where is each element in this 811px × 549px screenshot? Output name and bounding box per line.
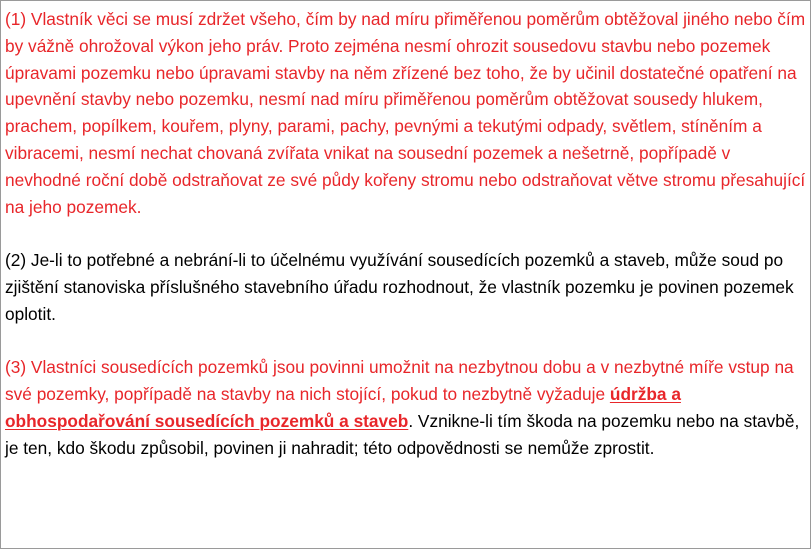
paragraph-2 — [5, 247, 809, 327]
paragraph-3-text-black: . Vznikne-li tím škoda na pozemku nebo na stavbě, je ten, kdo škodu způsobil, povinen ji nahradit; této odpovědnosti se nemůže zprostit. — [5, 410, 800, 458]
document-body — [5, 6, 809, 488]
paragraph-1-marker: (1) — [5, 9, 27, 29]
paragraph-3-text-red: Vlastníci sousedících pozemků jsou povinni umožnit na nezbytnou dobu a v nezbytné míře vstup na své pozemky, popřípadě na stavby na nich stojící, pokud to nezbytně vyžaduje — [5, 357, 794, 405]
paragraph-1-text: Vlastník věci se musí zdržet všeho, čím by nad míru přiměřenou poměrům obtěžoval jiného nebo čím by vážně ohrožoval výkon jeho práv. Proto zejména nesmí ohrozit sousedovu stavbu nebo pozemek úpravami pozemku nebo úpravami stavby na něm zřízené bez toho, že by učinil dostatečné opatření na upevnění stavby nebo pozemku, nesmí nad míru přiměřenou poměrům obtěžovat sousedy hlukem, prachem, popílkem, kouřem, plyny, parami, pachy, pevnými a tekutými odpady, světlem, stíněním a vibracemi, nesmí nechat chovaná zvířata vnikat na sousední pozemek a nešetrně, popřípadě v nevhodné roční době odstraňovat ze své půdy kořeny stromu nebo odstraňovat větve stromu přesahující na jeho pozemek. — [5, 9, 806, 217]
paragraph-3-marker: (3) — [5, 357, 27, 378]
paragraph-2-marker: (2) — [5, 250, 27, 271]
paragraph-1 — [5, 6, 809, 220]
paragraph-3-emphasis: údržba a obhospodařování sousedících pozemků a staveb — [5, 384, 681, 431]
paragraph-3 — [5, 354, 809, 461]
paragraph-2-text: Je-li to potřebné a nebrání-li to účelnému využívání sousedících pozemků a staveb, může soud po zjištění stanoviska příslušného stavebního úřadu rozhodnout, že vlastník pozemku je povinen pozemek oplotit. — [5, 250, 794, 324]
